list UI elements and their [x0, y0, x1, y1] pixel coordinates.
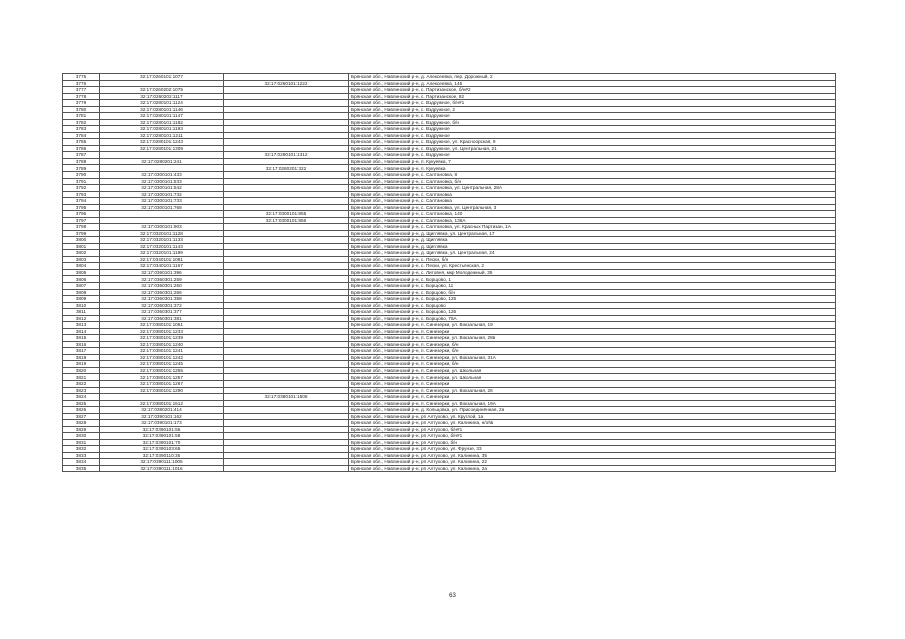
address-cell: Брянская обл., Навлинский р-н, п. Синезерки — [349, 380, 836, 387]
address-cell: Брянская обл., Навлинский р-н, рп Алтухово, б/н#1 — [349, 426, 836, 433]
row-number-cell: 3811 — [63, 309, 100, 316]
address-cell: Брянская обл., Навлинский р-н, с. Вздружное — [349, 152, 836, 159]
address-cell: Брянская обл., Навлинский р-н, п. Синезерки, б/н — [349, 348, 836, 355]
cadastral-number-cell: 32:17:0300101:732 — [100, 191, 224, 198]
cadastral-number-cell: 32:17:0360301:259 — [100, 276, 224, 283]
cadastral-number-cell: 32:17:0260202:1117 — [100, 93, 224, 100]
cadastral-number-cell: 32:17:0280101:1309 — [100, 145, 224, 152]
address-cell: Брянская обл., Навлинский р-н, д. Щиглявка — [349, 243, 836, 250]
row-number-cell: 3820 — [63, 367, 100, 374]
address-cell: Брянская обл., Навлинский р-н, п. Синезерки, б/н — [349, 341, 836, 348]
cadastral-number-cell: 32:17:0280101:1243 — [100, 139, 224, 146]
cadastral-number-cell: 32:17:0380101:1255 — [100, 367, 224, 374]
row-number-cell: 3790 — [63, 171, 100, 178]
registry-table — [62, 73, 836, 472]
cadastral-number-cell: 32:17:0320101:1128 — [100, 230, 224, 237]
address-cell: Брянская обл., Навлинский р-н, с. Салтановка, 136А — [349, 217, 836, 224]
cadastral-number-alt-cell: 32:17:0300101:855 — [224, 211, 349, 218]
address-cell: Брянская обл., Навлинский р-н, с. Салтановка, 8 — [349, 171, 836, 178]
cadastral-number-cell: 32:17:0380101:1267 — [100, 380, 224, 387]
address-cell: Брянская обл., Навлинский р-н, с. Салтановка — [349, 198, 836, 205]
cadastral-number-cell: 32:17:0360301:372 — [100, 302, 224, 309]
row-number-cell: 3785 — [63, 139, 100, 146]
cadastral-number-cell: 32:17:0360301:377 — [100, 309, 224, 316]
address-cell: Брянская обл., Навлинский р-н, рп Алтухово, ул. Калинина, 22 — [349, 459, 836, 466]
address-cell: Брянская обл., Навлинский р-н, д. Алексеевка, 146 — [349, 80, 836, 87]
address-cell: Брянская обл., Навлинский р-н, д. Щиглявка, ул. Центральная, 24 — [349, 250, 836, 257]
cadastral-number-cell: 32:17:0380101:1239 — [100, 335, 224, 342]
address-cell: Брянская обл., Навлинский р-н, п. Синезерки, ул. Вокзальная, 26 — [349, 387, 836, 394]
row-number-cell: 3793 — [63, 191, 100, 198]
address-cell: Брянская обл., Навлинский р-н, рп Алтухово, б/н#1 — [349, 433, 836, 440]
row-number-cell: 3808 — [63, 289, 100, 296]
row-number-cell: 3833 — [63, 452, 100, 459]
row-number-cell: 3778 — [63, 93, 100, 100]
cadastral-number-cell: 32:17:0380101:1512 — [100, 400, 224, 407]
address-cell: Брянская обл., Навлинский р-н, с. Партизанское, б/н#2 — [349, 87, 836, 94]
cadastral-number-cell: 32:17:0380101:1245 — [100, 361, 224, 368]
row-number-cell: 3832 — [63, 446, 100, 453]
address-cell: Брянская обл., Навлинский р-н, п. Кукуевка, 7 — [349, 158, 836, 165]
cadastral-number-cell: 32:17:0380101:1061 — [100, 322, 224, 329]
row-number-cell: 3806 — [63, 276, 100, 283]
cadastral-number-cell: 32:17:0260101:1077 — [100, 74, 224, 81]
cadastral-number-cell: 32:17:0320101:1199 — [100, 250, 224, 257]
row-number-cell: 3796 — [63, 211, 100, 218]
cadastral-number-cell: 32:17:0300101:542 — [100, 185, 224, 192]
address-cell: Брянская обл., Навлинский р-н, п. Синезерки, ул. Школьная — [349, 367, 836, 374]
address-cell: Брянская обл., Навлинский р-н, с. Борщово, 125 — [349, 296, 836, 303]
cadastral-number-cell: 32:17:0380101:1233 — [100, 328, 224, 335]
address-cell: Брянская обл., Навлинский р-н, с. Пески, б/н — [349, 256, 836, 263]
cadastral-number-cell: 32:17:0340101:1081 — [100, 256, 224, 263]
address-cell: Брянская обл., Навлинский р-н, с. Борщово, 11 — [349, 283, 836, 290]
row-number-cell: 3794 — [63, 198, 100, 205]
row-number-cell: 3789 — [63, 165, 100, 172]
address-cell: Брянская обл., Навлинский р-н, с. Вздружное — [349, 113, 836, 120]
row-number-cell: 3782 — [63, 119, 100, 126]
table-row — [63, 465, 836, 472]
address-cell: Брянская обл., Навлинский р-н, с. Борщово, 1 — [349, 276, 836, 283]
row-number-cell: 3801 — [63, 243, 100, 250]
cadastral-number-alt-cell — [224, 465, 349, 472]
address-cell: Брянская обл., Навлинский р-н, п. Синезерки, б/н — [349, 361, 836, 368]
cadastral-number-cell: 32:17:0380101:1257 — [100, 374, 224, 381]
address-cell: Брянская обл., Навлинский р-н, с. Пески, ул. Крестьянская, 2 — [349, 263, 836, 270]
address-cell: Брянская обл., Навлинский р-н, с. Салтановка, ул. Центральная, 3 — [349, 204, 836, 211]
row-number-cell: 3828 — [63, 420, 100, 427]
cadastral-number-cell: 32:17:0380101:1242 — [100, 354, 224, 361]
address-cell: Брянская обл., Навлинский р-н, п. Синезерки, ул. Вокзальная, 28в — [349, 335, 836, 342]
row-number-cell: 3776 — [63, 80, 100, 87]
row-number-cell: 3799 — [63, 230, 100, 237]
row-number-cell: 3787 — [63, 152, 100, 159]
row-number-cell: 3780 — [63, 106, 100, 113]
cadastral-number-cell: 32:17:0380101:1241 — [100, 348, 224, 355]
cadastral-number-cell: 32:17:0380101:1290 — [100, 387, 224, 394]
address-cell: Брянская обл., Навлинский р-н, с. Вздружное, б/н#1 — [349, 100, 836, 107]
row-number-cell: 3814 — [63, 328, 100, 335]
cadastral-number-cell: 32:17:0260202:1075 — [100, 87, 224, 94]
row-number-cell: 3795 — [63, 204, 100, 211]
row-number-cell: 3783 — [63, 126, 100, 133]
address-cell: Брянская обл., Навлинский р-н, рп Алтухово, ул. Фрунзе, 33 — [349, 446, 836, 453]
address-cell: Брянская обл., Навлинский р-н, с. Салтановка, ул. Красных Партизан, 1А — [349, 224, 836, 231]
row-number-cell: 3813 — [63, 322, 100, 329]
address-cell: Брянская обл., Навлинский р-н, рп Алтухово, ул. Круглой, 1а — [349, 413, 836, 420]
cadastral-number-cell: 32:17:0380101:1240 — [100, 341, 224, 348]
cadastral-number-cell: 32:17:0300101:903 — [100, 224, 224, 231]
address-cell: Брянская обл., Навлинский р-н, с. Борщово, 75А — [349, 315, 836, 322]
row-number-cell: 3803 — [63, 256, 100, 263]
address-cell: Брянская обл., Навлинский р-н, с. Вздружное — [349, 132, 836, 139]
row-number-cell: 3775 — [63, 74, 100, 81]
cadastral-number-cell: 32:17:0300101:433 — [100, 171, 224, 178]
cadastral-number-cell: 32:17:0300101:533 — [100, 178, 224, 185]
cadastral-number-cell: 32:17:0360301:260 — [100, 283, 224, 290]
row-number-cell: 3831 — [63, 439, 100, 446]
address-cell: Брянская обл., Навлинский р-н, с. Партизанское, 82 — [349, 93, 836, 100]
row-number-cell: 3805 — [63, 269, 100, 276]
address-cell: Брянская обл., Навлинский р-н, п. Кукуевка — [349, 165, 836, 172]
cadastral-number-alt-cell: 32:17:0300101:856 — [224, 217, 349, 224]
address-cell: Брянская обл., Навлинский р-н, д. Щиглявка — [349, 237, 836, 244]
row-number-cell: 3779 — [63, 100, 100, 107]
row-number-cell: 3818 — [63, 354, 100, 361]
address-cell: Брянская обл., Навлинский р-н, с. Салтановка — [349, 191, 836, 198]
address-cell: Брянская обл., Навлинский р-н, с. Салтановка, ул. Центральная, 28А — [349, 185, 836, 192]
row-number-cell: 3812 — [63, 315, 100, 322]
address-cell: Брянская обл., Навлинский р-н, с. Борщово, 125 — [349, 309, 836, 316]
row-number-cell: 3792 — [63, 185, 100, 192]
row-number-cell: 3822 — [63, 380, 100, 387]
address-cell: Брянская обл., Навлинский р-н, с. Салтановка, 140 — [349, 211, 836, 218]
row-number-cell: 3786 — [63, 145, 100, 152]
cadastral-number-cell: 32:17:0390101:58 — [100, 433, 224, 440]
cadastral-number-cell: 32:17:0280201:241 — [100, 158, 224, 165]
page-number: 63 — [449, 593, 456, 599]
row-number-cell: 3777 — [63, 87, 100, 94]
cadastral-number-cell: 32:17:0340101:1167 — [100, 263, 224, 270]
cadastral-number-cell: 32:17:0320101:1133 — [100, 237, 224, 244]
cadastral-number-cell: 32:17:0280101:1182 — [100, 119, 224, 126]
row-number-cell: 3815 — [63, 335, 100, 342]
registry-table-body — [63, 74, 836, 472]
address-cell: Брянская обл., Навлинский р-н, с. Борщово, б/н — [349, 289, 836, 296]
row-number-cell: 3826 — [63, 407, 100, 414]
row-number-cell: 3816 — [63, 341, 100, 348]
cadastral-number-cell: 32:17:0390101:173 — [100, 420, 224, 427]
row-number-cell: 3798 — [63, 224, 100, 231]
address-cell: Брянская обл., Навлинский р-н, с. Вздружное, 2 — [349, 106, 836, 113]
cadastral-number-cell: 32:17:0280101:1146 — [100, 106, 224, 113]
cadastral-number-alt-cell: 32:17:0280101:1312 — [224, 152, 349, 159]
cadastral-number-cell: 32:17:0280101:1193 — [100, 126, 224, 133]
row-number-cell: 3804 — [63, 263, 100, 270]
cadastral-number-cell: 32:17:0280101:1211 — [100, 132, 224, 139]
address-cell: Брянская обл., Навлинский р-н, п. Синезерки, ул. Школьная — [349, 374, 836, 381]
address-cell: Брянская обл., Навлинский р-н, с. Вздружное, б/н — [349, 119, 836, 126]
cadastral-number-cell: 32:17:0360301:358 — [100, 296, 224, 303]
cadastral-number-cell: 32:17:0360301:381 — [100, 315, 224, 322]
row-number-cell: 3802 — [63, 250, 100, 257]
row-number-cell: 3788 — [63, 158, 100, 165]
cadastral-number-cell: 32:17:0390101:70 — [100, 439, 224, 446]
cadastral-number-cell: 32:17:0390110:35 — [100, 452, 224, 459]
row-number-cell: 3829 — [63, 426, 100, 433]
cadastral-number-cell: 32:17:0390111:1005 — [100, 459, 224, 466]
address-cell: Брянская обл., Навлинский р-н, п. Синезерки, ул. Вокзальная, 31А — [349, 354, 836, 361]
row-number-cell: 3810 — [63, 302, 100, 309]
address-cell: Брянская обл., Навлинский р-н, с. Вздружное, ул. Центральная, 21 — [349, 145, 836, 152]
address-cell: Брянская обл., Навлинский р-н, п. Синезерки, ул. Вокзальная, 19 — [349, 322, 836, 329]
address-cell: Брянская обл., Навлинский р-н, д. Кольцовка, ул. Присоединённая, 2а — [349, 407, 836, 414]
row-number-cell: 3809 — [63, 296, 100, 303]
cadastral-number-cell: 32:17:0360101:396 — [100, 269, 224, 276]
row-number-cell: 3834 — [63, 459, 100, 466]
address-cell: Брянская обл., Навлинский р-н, с. Вздружное, ул. Красноорская, 9 — [349, 139, 836, 146]
row-number-cell: 3817 — [63, 348, 100, 355]
cadastral-number-cell: 32:17:0380201:414 — [100, 407, 224, 414]
cadastral-number-cell: 32:17:0360301:266 — [100, 289, 224, 296]
cadastral-number-cell: 32:17:0280101:1124 — [100, 100, 224, 107]
address-cell: Брянская обл., Навлинский р-н, с. Борщово — [349, 302, 836, 309]
row-number-cell: 3835 — [63, 465, 100, 472]
address-cell: Брянская обл., Навлинский р-н, рп Алтухово, ул. Калинина, 35 — [349, 452, 836, 459]
cadastral-number-cell: 32:17:0320101:1143 — [100, 243, 224, 250]
row-number-cell: 3827 — [63, 413, 100, 420]
row-number-cell: 3791 — [63, 178, 100, 185]
cadastral-number-cell: 32:17:0390111:1016 — [100, 465, 224, 472]
row-number-cell: 3821 — [63, 374, 100, 381]
address-cell: Брянская обл., Навлинский р-н, п. Синезерки — [349, 394, 836, 401]
row-number-cell: 3824 — [63, 394, 100, 401]
address-cell: Брянская обл., Навлинский р-н, с. Салтановка, б/н — [349, 178, 836, 185]
address-cell: Брянская обл., Навлинский р-н, п. Синезерки, ул. Вокзальная, 19А — [349, 400, 836, 407]
cadastral-number-cell: 32:17:0390103:65 — [100, 446, 224, 453]
address-cell: Брянская обл., Навлинский р-н, рп Алтухово, ул. Калинина, н/о№ — [349, 420, 836, 427]
cadastral-number-alt-cell: 32:17:0280201:322 — [224, 165, 349, 172]
address-cell: Брянская обл., Навлинский р-н, п. Синезерки — [349, 328, 836, 335]
cadastral-number-alt-cell: 32:17:0380101:1506 — [224, 394, 349, 401]
cadastral-number-cell: 32:17:0300101:768 — [100, 204, 224, 211]
cadastral-number-cell: 32:17:0390101:56 — [100, 426, 224, 433]
address-cell: Брянская обл., Навлинский р-н, с. Литовня, мкр Молодежный, 35 — [349, 269, 836, 276]
cadastral-number-alt-cell: 32:17:0260101:1222 — [224, 80, 349, 87]
row-number-cell: 3800 — [63, 237, 100, 244]
address-cell: Брянская обл., Навлинский р-н, с. Вздружное — [349, 126, 836, 133]
row-number-cell: 3784 — [63, 132, 100, 139]
row-number-cell: 3797 — [63, 217, 100, 224]
cadastral-number-cell: 32:17:0280101:1147 — [100, 113, 224, 120]
cadastral-number-cell: 32:17:0300101:733 — [100, 198, 224, 205]
row-number-cell: 3825 — [63, 400, 100, 407]
row-number-cell: 3823 — [63, 387, 100, 394]
row-number-cell: 3830 — [63, 433, 100, 440]
address-cell: Брянская обл., Навлинский р-н, д. Алексеевка, пер. Дорожный, 2 — [349, 74, 836, 81]
row-number-cell: 3807 — [63, 283, 100, 290]
address-cell: Брянская обл., Навлинский р-н, д. Щиглявка, ул. Центральная, 17 — [349, 230, 836, 237]
row-number-cell: 3781 — [63, 113, 100, 120]
row-number-cell: 3819 — [63, 361, 100, 368]
address-cell: Брянская обл., Навлинский р-н, рп Алтухово, ул. Калинина, 2а — [349, 465, 836, 472]
cadastral-number-cell: 32:17:0390101:162 — [100, 413, 224, 420]
address-cell: Брянская обл., Навлинский р-н, рп Алтухово, б/н — [349, 439, 836, 446]
